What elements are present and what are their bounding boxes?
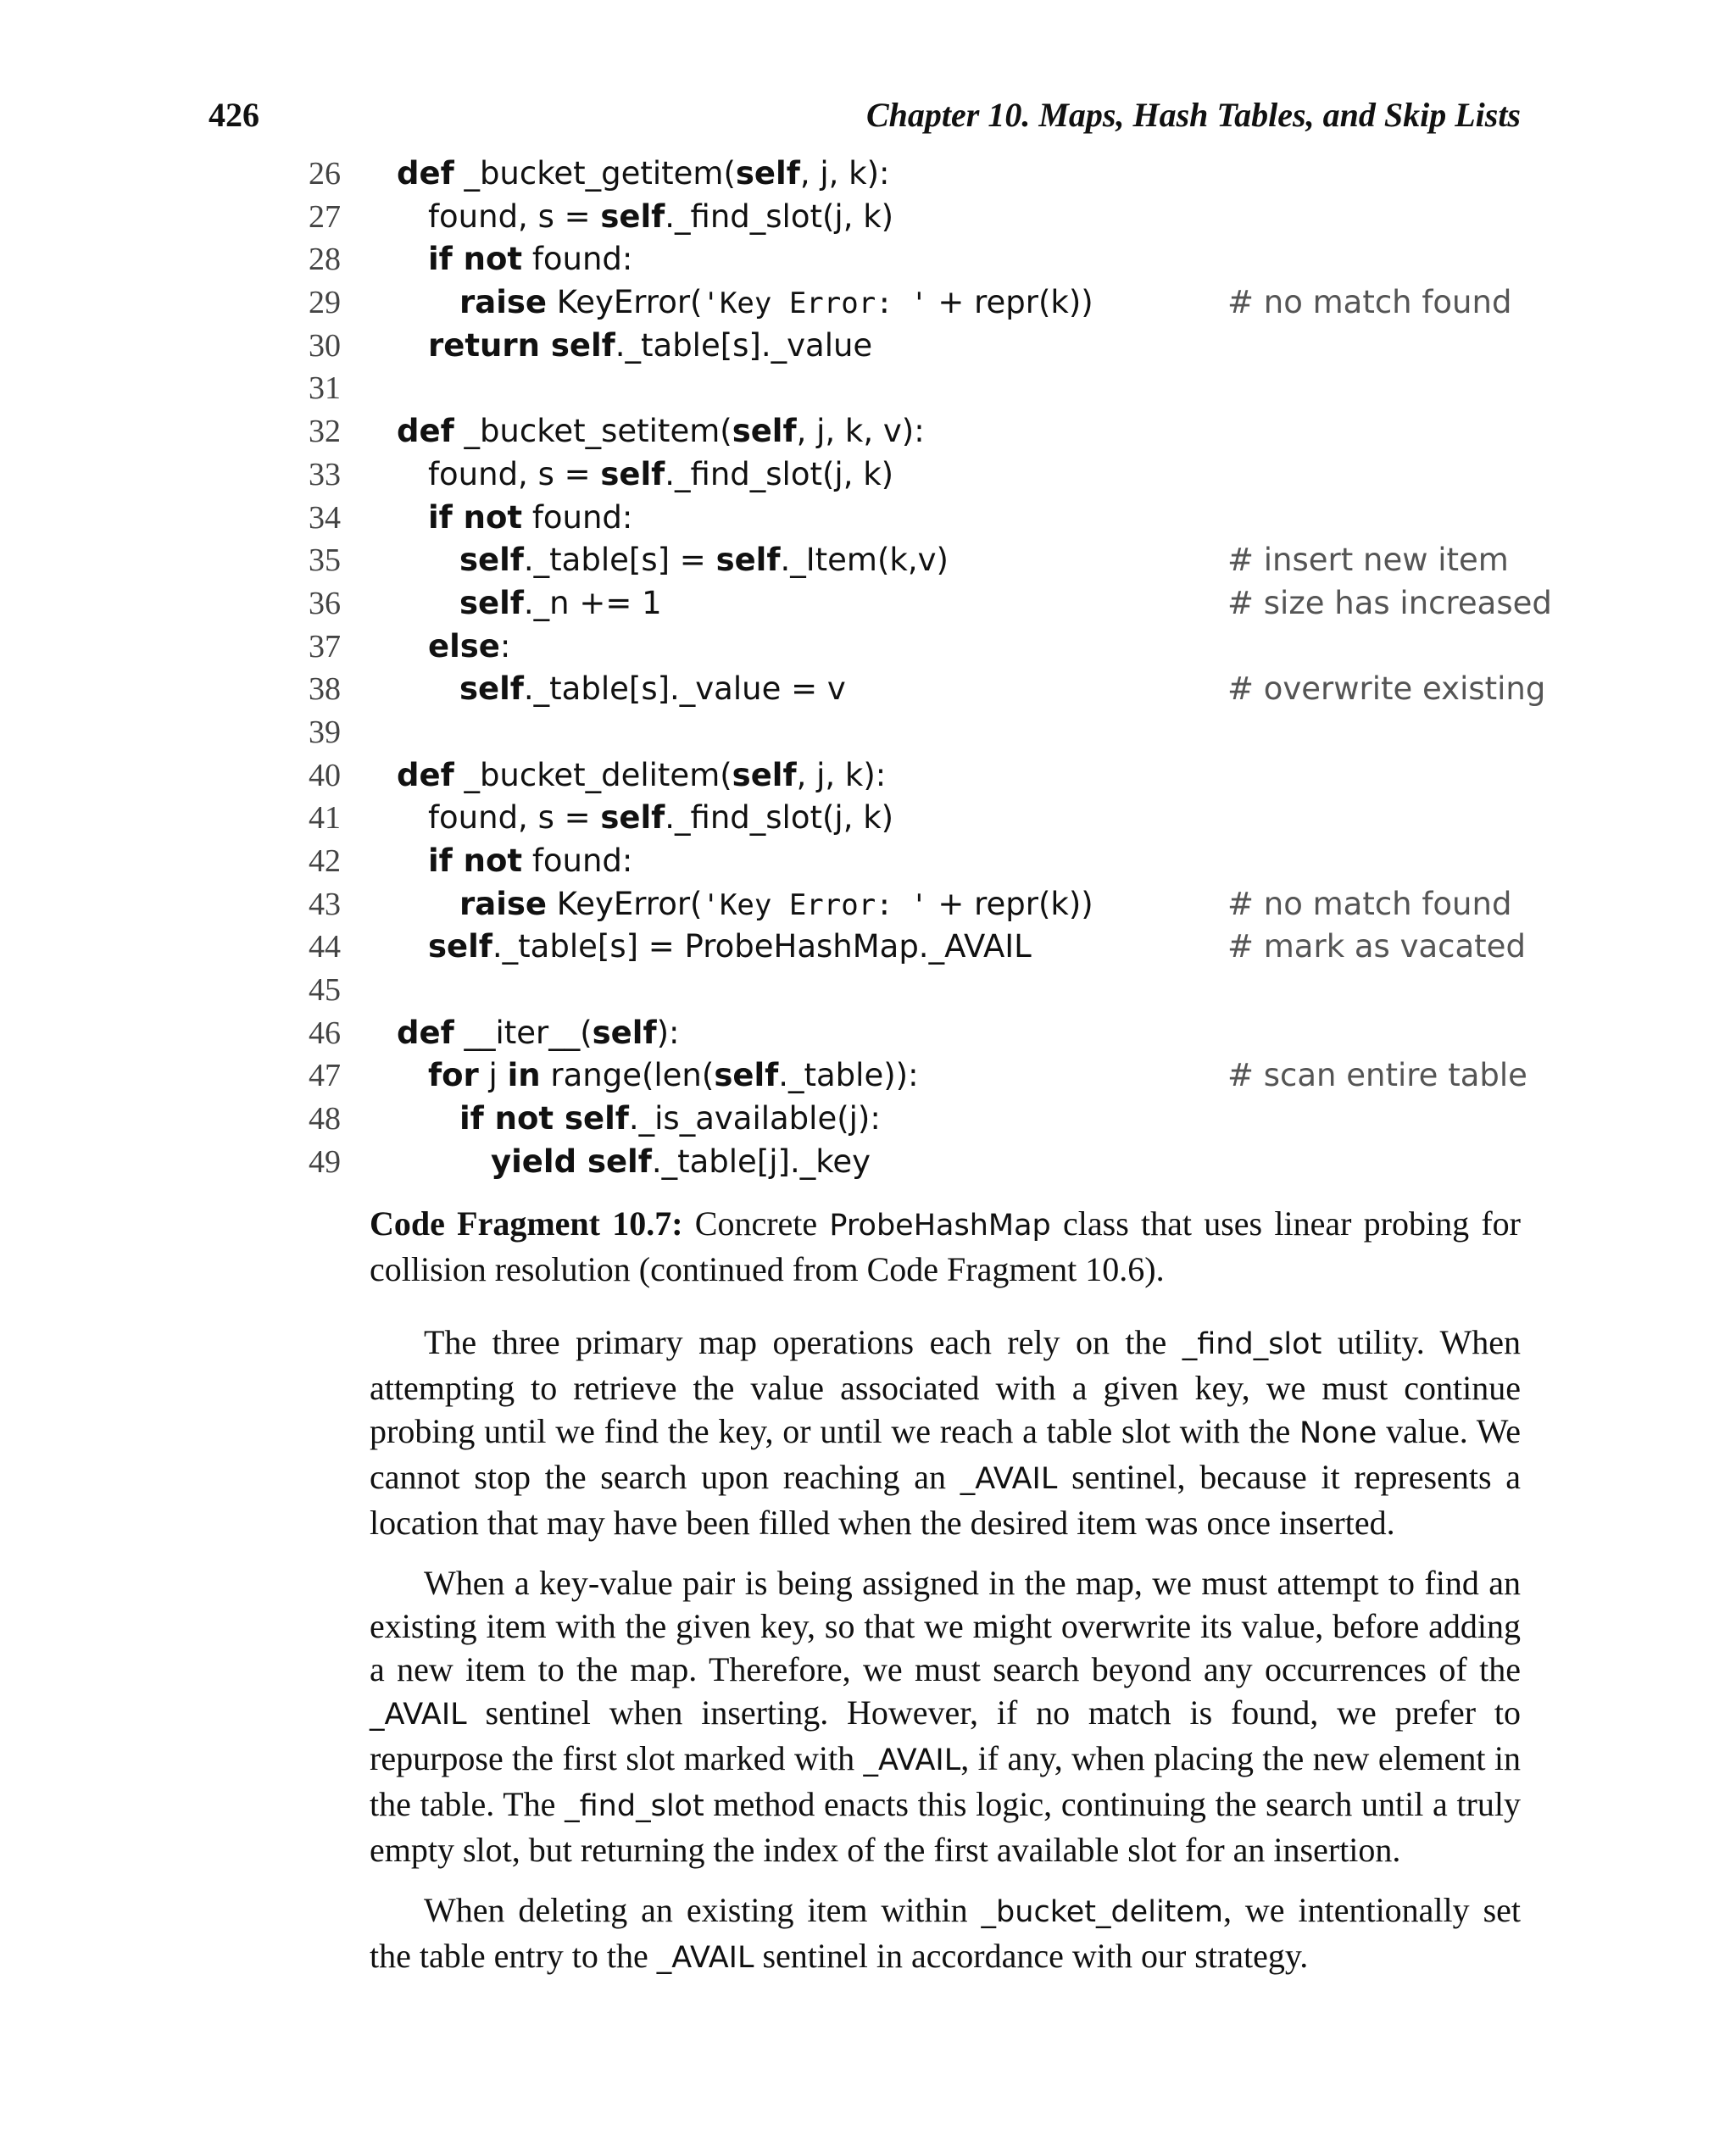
line-number: 37 xyxy=(309,628,341,665)
code-token: ._find_slot(j, k) xyxy=(665,197,894,235)
code-line xyxy=(288,1054,1526,1098)
line-code xyxy=(428,1054,919,1098)
code-comment: # no match found xyxy=(1227,284,1512,321)
code-keyword: in xyxy=(507,1057,541,1094)
text-run: value. We cannot stop the search upon reaching an xyxy=(370,1412,1522,1496)
code-keyword: self xyxy=(600,799,665,837)
code-keyword: self xyxy=(459,584,524,621)
line-code xyxy=(428,325,872,368)
code-keyword: self xyxy=(600,455,665,492)
code-comment: # insert new item xyxy=(1227,542,1509,579)
code-token: 'Key Error: ' xyxy=(702,286,928,321)
code-keyword: self xyxy=(459,542,524,579)
code-keyword: return self xyxy=(428,326,615,364)
code-token: found, s = xyxy=(428,455,601,492)
code-keyword: if not self xyxy=(459,1100,629,1137)
line-code xyxy=(459,1098,881,1141)
paragraph xyxy=(370,1321,1521,1544)
code-line xyxy=(288,410,1526,453)
line-code xyxy=(459,883,1093,927)
paragraph xyxy=(370,1561,1521,1871)
code-token: + repr(k)) xyxy=(927,885,1093,922)
line-number: 32 xyxy=(309,414,341,450)
line-number: 38 xyxy=(309,671,341,708)
code-token: KeyError( xyxy=(547,284,703,321)
text-run: When deleting an existing item within xyxy=(424,1891,982,1929)
text-run: utility. When attempting to retrieve the value associated with a given key, we must continue probing until we find the key, or until we reach a table slot with the xyxy=(370,1323,1521,1450)
inline-code: _bucket_delitem xyxy=(981,1895,1224,1929)
body-text xyxy=(370,1321,1521,1997)
code-token: 'Key Error: ' xyxy=(702,887,928,922)
code-keyword: def xyxy=(397,413,454,450)
line-number: 44 xyxy=(309,929,341,965)
line-number: 43 xyxy=(309,886,341,922)
code-token: found, s = xyxy=(428,197,601,235)
code-line xyxy=(288,1012,1526,1055)
code-keyword: raise xyxy=(459,284,548,321)
text-run: sentinel in accordance with our strategy. xyxy=(754,1937,1309,1975)
code-token: : xyxy=(499,627,511,665)
code-keyword: self xyxy=(732,756,797,793)
code-line xyxy=(288,196,1526,239)
code-token: found: xyxy=(522,241,633,278)
code-token: ._find_slot(j, k) xyxy=(665,799,894,837)
code-token: j xyxy=(478,1057,508,1094)
inline-code: _AVAIL xyxy=(370,1698,467,1732)
code-keyword: self xyxy=(600,197,665,235)
line-code xyxy=(459,539,949,582)
code-token: ._is_available(j): xyxy=(628,1100,881,1137)
code-token: + repr(k)) xyxy=(927,284,1093,321)
code-keyword: def xyxy=(397,1014,454,1051)
code-token: ._table[j]._key xyxy=(651,1143,871,1180)
line-number: 26 xyxy=(309,156,341,192)
line-code xyxy=(459,668,846,711)
code-line xyxy=(288,367,1526,410)
code-line xyxy=(288,153,1526,196)
line-code xyxy=(397,1012,679,1055)
code-comment: # size has increased xyxy=(1227,584,1552,621)
code-token: _bucket_delitem( xyxy=(453,756,732,793)
code-keyword: else xyxy=(428,627,500,665)
code-caption xyxy=(370,1202,1521,1291)
code-token: , j, k): xyxy=(799,155,890,192)
text-run: method enacts this logic, continuing the search until a truly empty slot, but returning the index of the first available slot for an insertion. xyxy=(370,1785,1521,1869)
chapter-title: Chapter 10. Maps, Hash Tables, and Skip Lists xyxy=(865,96,1521,134)
text-run: , if any, when placing the new element in the table. The xyxy=(370,1739,1521,1823)
text-run: sentinel, because it represents a location that may have been filled when the desired item was once inserted. xyxy=(370,1458,1522,1542)
line-code xyxy=(491,1141,871,1184)
code-listing xyxy=(288,153,1552,1184)
code-line xyxy=(288,754,1526,798)
line-number: 39 xyxy=(309,714,341,750)
line-number: 36 xyxy=(309,585,341,621)
line-number: 34 xyxy=(309,499,341,536)
line-number: 35 xyxy=(309,542,341,579)
line-number: 42 xyxy=(309,843,341,879)
inline-code: _AVAIL xyxy=(960,1462,1058,1496)
code-keyword: def xyxy=(397,756,454,793)
text-run: The three primary map operations each rely on the xyxy=(424,1323,1182,1361)
text-run: When a key-value pair is being assigned in the map, we must attempt to find an existing item with the given key, so that we might overwrite its value, before adding a new item to the map. Therefore, we must search beyond any occurrences of the xyxy=(370,1564,1521,1688)
code-line xyxy=(288,883,1526,926)
page-number: 426 xyxy=(209,96,259,134)
line-number: 40 xyxy=(309,757,341,793)
line-code xyxy=(397,153,889,196)
line-code xyxy=(428,840,632,883)
line-number: 29 xyxy=(309,285,341,321)
code-token: ._n += 1 xyxy=(523,584,662,621)
code-token: ): xyxy=(656,1014,680,1051)
inline-code: _AVAIL xyxy=(656,1941,754,1975)
code-keyword: self xyxy=(714,1057,779,1094)
code-line xyxy=(288,969,1526,1012)
line-number: 31 xyxy=(309,370,341,407)
line-code xyxy=(428,453,893,497)
code-token: found, s = xyxy=(428,799,601,837)
line-number: 45 xyxy=(309,972,341,1009)
caption-class-name: ProbeHashMap xyxy=(829,1209,1051,1243)
inline-code: None xyxy=(1299,1416,1377,1450)
code-line xyxy=(288,325,1526,368)
code-token: , j, k, v): xyxy=(796,413,925,450)
code-keyword: yield self xyxy=(491,1143,652,1180)
code-token: range(len( xyxy=(540,1057,715,1094)
text-run: sentinel when inserting. However, if no match is found, we prefer to repurpose the first slot marked with xyxy=(370,1693,1521,1777)
caption-text-before: Concrete xyxy=(682,1204,830,1243)
code-line xyxy=(288,1141,1526,1184)
line-code xyxy=(459,582,662,626)
code-token: ._table[s] = xyxy=(523,542,716,579)
code-token: _bucket_setitem( xyxy=(453,413,732,450)
code-comment: # scan entire table xyxy=(1227,1057,1527,1094)
code-token: _bucket_getitem( xyxy=(453,155,736,192)
line-code xyxy=(428,626,510,669)
line-code xyxy=(428,196,893,239)
caption-text-after: class that uses linear probing for collision resolution (continued from Code Fragment 10.6). xyxy=(370,1204,1521,1288)
code-keyword: self xyxy=(592,1014,657,1051)
code-keyword: self xyxy=(732,413,797,450)
code-comment: # overwrite existing xyxy=(1227,670,1546,708)
line-code xyxy=(428,238,632,281)
code-token: ._table[s]._value = v xyxy=(523,670,846,708)
line-number: 27 xyxy=(309,198,341,235)
code-keyword: self xyxy=(459,670,524,708)
line-number: 46 xyxy=(309,1015,341,1051)
code-token: ._Item(k,v) xyxy=(780,542,949,579)
code-token: ._find_slot(j, k) xyxy=(665,455,894,492)
line-code xyxy=(428,497,632,540)
page-header xyxy=(209,95,1521,149)
code-token: KeyError( xyxy=(547,885,703,922)
code-keyword: if not xyxy=(428,241,523,278)
code-token: found: xyxy=(522,842,633,879)
caption-label: Code Fragment 10.7: xyxy=(370,1204,683,1243)
line-number: 33 xyxy=(309,456,341,492)
code-line xyxy=(288,926,1526,969)
code-line xyxy=(288,797,1526,840)
code-line xyxy=(288,711,1526,754)
code-token: ._table[s] = ProbeHashMap._AVAIL xyxy=(492,928,1032,965)
code-line xyxy=(288,539,1526,582)
line-number: 30 xyxy=(309,327,341,364)
code-line xyxy=(288,281,1526,325)
text-run: , we intentionally set the table entry to the xyxy=(370,1891,1522,1975)
code-token: ._table[s]._value xyxy=(615,326,873,364)
code-keyword: for xyxy=(428,1057,479,1094)
code-keyword: self xyxy=(735,155,800,192)
code-keyword: if not xyxy=(428,498,523,536)
code-line xyxy=(288,238,1526,281)
code-token: found: xyxy=(522,498,633,536)
inline-code: _find_slot xyxy=(565,1789,704,1823)
inline-code: _AVAIL xyxy=(863,1743,961,1777)
code-line xyxy=(288,497,1526,540)
line-number: 49 xyxy=(309,1143,341,1180)
code-line xyxy=(288,840,1526,883)
code-token: __iter__( xyxy=(453,1014,593,1051)
line-number: 47 xyxy=(309,1058,341,1094)
line-code xyxy=(428,797,893,840)
inline-code: _find_slot xyxy=(1182,1327,1322,1361)
code-line xyxy=(288,626,1526,669)
line-code xyxy=(397,410,925,453)
line-number: 41 xyxy=(309,800,341,837)
line-code xyxy=(397,754,886,798)
code-line xyxy=(288,668,1546,711)
code-keyword: self xyxy=(715,542,781,579)
code-token: ._table)): xyxy=(778,1057,919,1094)
line-code xyxy=(459,281,1093,325)
code-line xyxy=(288,1098,1526,1141)
line-code xyxy=(428,926,1032,969)
line-number: 48 xyxy=(309,1101,341,1137)
paragraph xyxy=(370,1888,1521,1980)
code-token: , j, k): xyxy=(796,756,887,793)
line-number: 28 xyxy=(309,242,341,278)
code-keyword: def xyxy=(397,155,454,192)
code-line xyxy=(288,582,1552,626)
code-line xyxy=(288,453,1526,497)
code-keyword: if not xyxy=(428,842,523,879)
code-comment: # no match found xyxy=(1227,885,1512,922)
code-comment: # mark as vacated xyxy=(1227,928,1526,965)
code-keyword: self xyxy=(428,928,492,965)
code-keyword: raise xyxy=(459,885,548,922)
